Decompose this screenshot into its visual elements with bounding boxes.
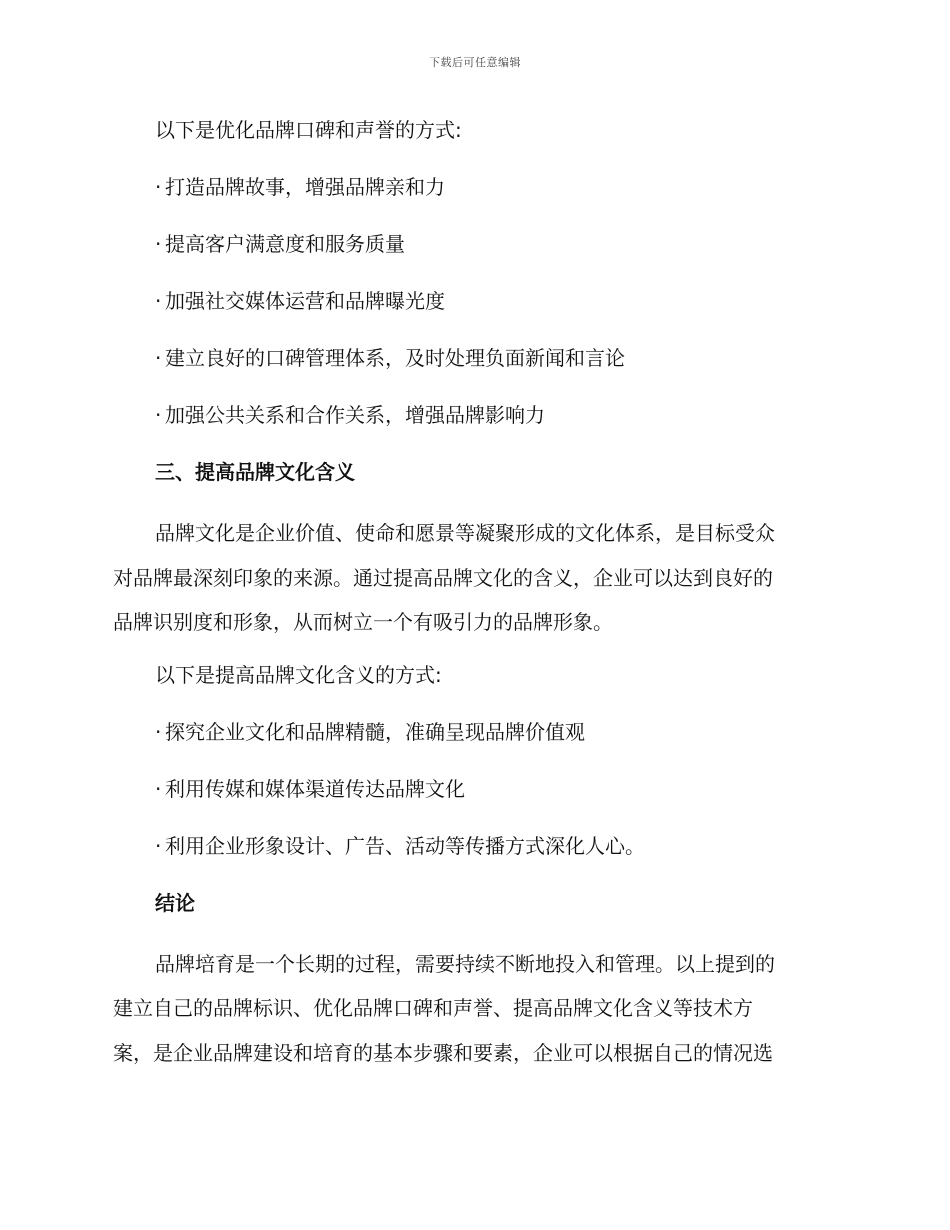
document-body [113, 112, 833, 1087]
bullet-item [113, 283, 833, 319]
reputation-intro: 以下是优化品牌口碑和声誉的方式: [155, 118, 462, 142]
conclusion-paragraph [113, 942, 833, 1076]
section-heading-culture: 三、提高品牌文化含义 [155, 460, 355, 484]
bullet-item [113, 169, 833, 205]
bullet-symbol: · [155, 346, 162, 370]
bullet-item [113, 397, 833, 433]
paragraph-line: 品牌培育是一个长期的过程，需要持续不断地投入和管理。以上提到的 [155, 951, 775, 976]
paragraph-line: 品牌识别度和形象，从而树立一个有吸引力的品牌形象。 [113, 610, 613, 634]
bullet-text: 利用传媒和媒体渠道传达品牌文化 [165, 776, 465, 801]
bullet-symbol: · [155, 289, 162, 313]
bullet-symbol: · [155, 833, 162, 858]
bullet-item [113, 340, 833, 376]
bullet-text: 利用企业形象设计、广告、活动等传播方式深化人心。 [165, 833, 645, 858]
culture-intro: 以下是提高品牌文化含义的方式: [155, 662, 442, 687]
bullet-symbol: · [155, 776, 162, 801]
paragraph-line: 建立自己的品牌标识、优化品牌口碑和声誉、提高品牌文化含义等技术方 [113, 996, 753, 1020]
bullet-symbol: · [155, 232, 162, 256]
culture-paragraph [113, 511, 833, 645]
bullet-item [113, 771, 833, 807]
bullet-symbol: · [155, 719, 162, 744]
bullet-text: 探究企业文化和品牌精髓，准确呈现品牌价值观 [165, 719, 585, 744]
bullet-text: 提高客户满意度和服务质量 [165, 232, 405, 256]
bullet-item [113, 714, 833, 750]
bullet-symbol: · [155, 403, 162, 427]
bullet-text: 加强公共关系和合作关系，增强品牌影响力 [165, 403, 545, 427]
bullet-item [113, 226, 833, 262]
paragraph-line: 案，是企业品牌建设和培育的基本步骤和要素，企业可以根据自己的情况选 [113, 1040, 773, 1065]
bullet-symbol: · [155, 175, 162, 199]
header-note: 下载后可任意编辑 [429, 56, 521, 69]
bullet-text: 加强社交媒体运营和品牌曝光度 [165, 289, 445, 313]
paragraph-line: 对品牌最深刻印象的来源。通过提高品牌文化的含义，企业可以达到良好的 [113, 565, 773, 590]
section-heading-conclusion: 结论 [155, 890, 195, 915]
paragraph-line: 品牌文化是企业价值、使命和愿景等凝聚形成的文化体系，是目标受众 [155, 521, 775, 545]
bullet-text: 打造品牌故事，增强品牌亲和力 [165, 175, 445, 199]
bullet-text: 建立良好的口碑管理体系，及时处理负面新闻和言论 [165, 346, 625, 370]
bullet-item [113, 828, 833, 864]
